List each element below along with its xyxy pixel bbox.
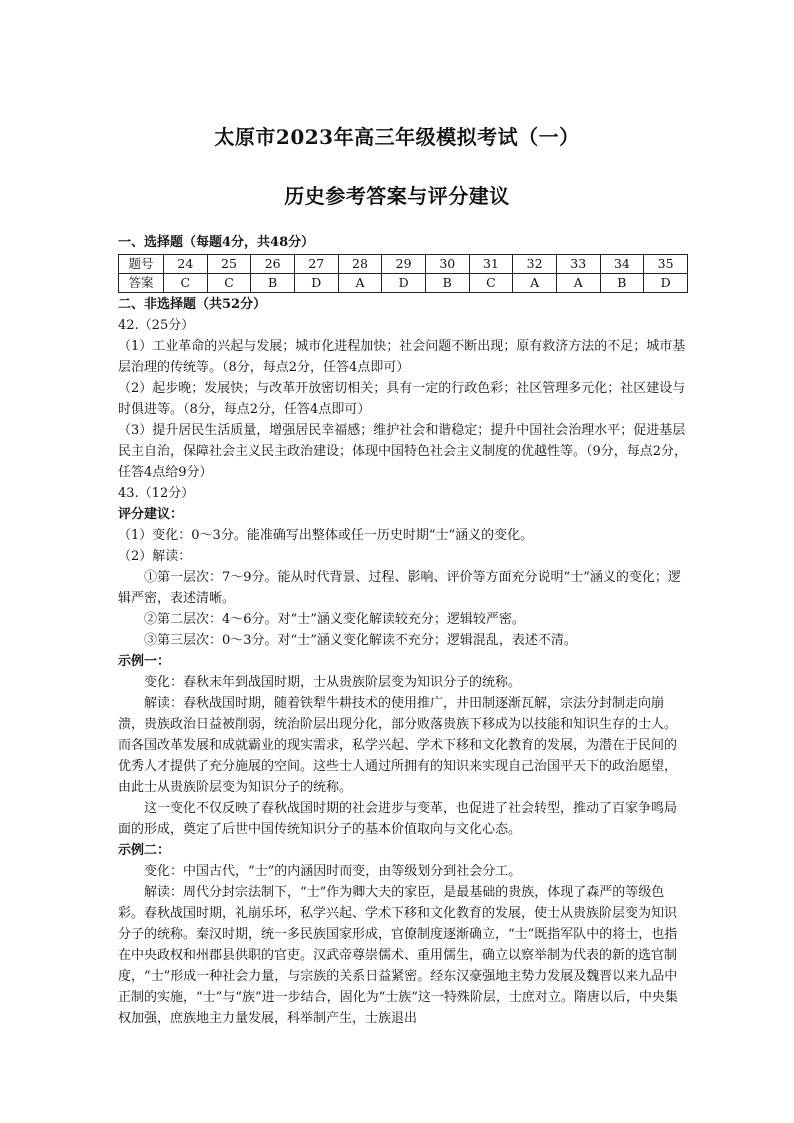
q43-eval-2: （2）解读： [118, 549, 192, 564]
q43-level-1: ①第一层次：7～9分。能从时代背景、过程、影响、评价等方面充分说明“士”涵义的变化；逻辑严密，表述清晰。 [118, 570, 681, 606]
question-number: 30 [425, 255, 469, 274]
question-number: 24 [164, 255, 208, 274]
example1-interpretation: 解读：春秋战国时期，随着铁犁牛耕技术的使用推广，井田制逐渐瓦解，宗法分封制走向崩溃，贵族政治日益被削弱，统治阶层出现分化，部分败落贵族下移成为以技能和知识生存的士人。而各国改革发展和成就霸业的现实需求，私学兴起、学术下移和文化教育的发展，为潜在于民间的优秀人才提供了充分施展的空间。这些士人通过所拥有的知识来实现自己治国平天下的政治愿望，由此士从贵族阶层变为知识分子的统称。 [118, 696, 678, 795]
question-number: 28 [338, 255, 382, 274]
table-row-label: 题号 [119, 255, 164, 274]
q43-level-2: ②第二层次：4～6分。对“士”涵义变化解读较充分；逻辑较严密。 [144, 612, 525, 627]
answer-cell: D [294, 274, 338, 293]
q43-eval-heading: 评分建议： [118, 507, 184, 522]
answer-cell: D [382, 274, 426, 293]
answer-cell: B [251, 274, 295, 293]
example2-heading: 示例二： [118, 843, 171, 858]
question-number: 31 [469, 255, 513, 274]
question-number: 32 [513, 255, 557, 274]
table-row [119, 255, 688, 274]
question-number: 33 [556, 255, 600, 274]
answer-content [118, 232, 688, 1029]
q42-part2: （2）起步晚；发展快；与改革开放密切相关；具有一定的行政色彩；社区管理多元化；社区建设与时俱进等。（8分，每点2分，任答4点即可） [118, 381, 686, 417]
table-row [119, 274, 688, 293]
example1-change: 变化：春秋末年到战国时期，士从贵族阶层变为知识分子的统称。 [144, 675, 522, 690]
page-title: 太原市2023年高三年级模拟考试（一） [214, 125, 580, 149]
answer-cell: A [338, 274, 382, 293]
q42-label: 42.（25分） [118, 318, 195, 333]
answer-cell: D [644, 274, 688, 293]
answer-cell: B [600, 274, 644, 293]
question-number: 27 [294, 255, 338, 274]
q43-level-3: ③第三层次：0～3分。对“士”涵义变化解读不充分；逻辑混乱，表述不清。 [144, 633, 577, 648]
answer-cell: B [425, 274, 469, 293]
q42-part3: （3）提升居民生活质量，增强居民幸福感；维护社会和谐稳定；提升中国社会治理水平；促进基层民主自治，保障社会主义民主政治建设；体现中国特色社会主义制度的优越性等。（9分，每点2分，任答4点给9分） [118, 423, 688, 480]
answer-cell: A [556, 274, 600, 293]
section1-heading: 一、选择题（每题4分，共48分） [118, 235, 315, 250]
question-number: 35 [644, 255, 688, 274]
q43-eval-1: （1）变化：0～3分。能准确写出整体或任一历史时期“士”涵义的变化。 [118, 528, 534, 543]
question-number: 26 [251, 255, 295, 274]
table-row-label: 答案 [119, 274, 164, 293]
question-number: 29 [382, 255, 426, 274]
example2-interpretation: 解读：周代分封宗法制下，“士”作为卿大夫的家臣，是最基础的贵族，体现了森严的等级色彩。春秋战国时期，礼崩乐坏，私学兴起、学术下移和文化教育的发展，使士从贵族阶层变为知识分子的统称。秦汉时期，统一多民族国家形成，官僚制度逐渐确立，“士”既指军队中的将士，也指在中央政权和州郡县供职的官吏。汉武帝尊崇儒术、重用儒生，确立以察举制为代表的新的选官制度，“士”形成一种社会力量，与宗族的关系日益紧密。经东汉豪强地主势力发展及魏晋以来九品中正制的实施，“士”与“族”进一步结合，固化为“士族”这一特殊阶层，士庶对立。隋唐以后，中央集权加强，庶族地主力量发展，科举制产生，士族退出 [118, 885, 678, 1026]
answer-cell: C [164, 274, 208, 293]
answer-table [118, 254, 688, 293]
example1-heading: 示例一： [118, 654, 171, 669]
q43-label: 43.（12分） [118, 486, 195, 501]
page-subtitle: 历史参考答案与评分建议 [284, 184, 510, 208]
example2-change: 变化：中国古代，“士”的内涵因时而变，由等级划分到社会分工。 [144, 864, 522, 879]
question-number: 25 [207, 255, 251, 274]
q42-part1: （1）工业革命的兴起与发展；城市化进程加快；社会问题不断出现；原有救济方法的不足；城市基层治理的传统等。（8分，每点2分，任答4点即可） [118, 339, 686, 375]
answer-cell: C [207, 274, 251, 293]
section2-heading: 二、非选择题（共52分） [118, 297, 267, 312]
example1-significance: 这一变化不仅反映了春秋战国时期的社会进步与变革，也促进了社会转型，推动了百家争鸣局面的形成，奠定了后世中国传统知识分子的基本价值取向与文化心态。 [118, 801, 678, 837]
answer-cell: A [513, 274, 557, 293]
answer-cell: C [469, 274, 513, 293]
question-number: 34 [600, 255, 644, 274]
